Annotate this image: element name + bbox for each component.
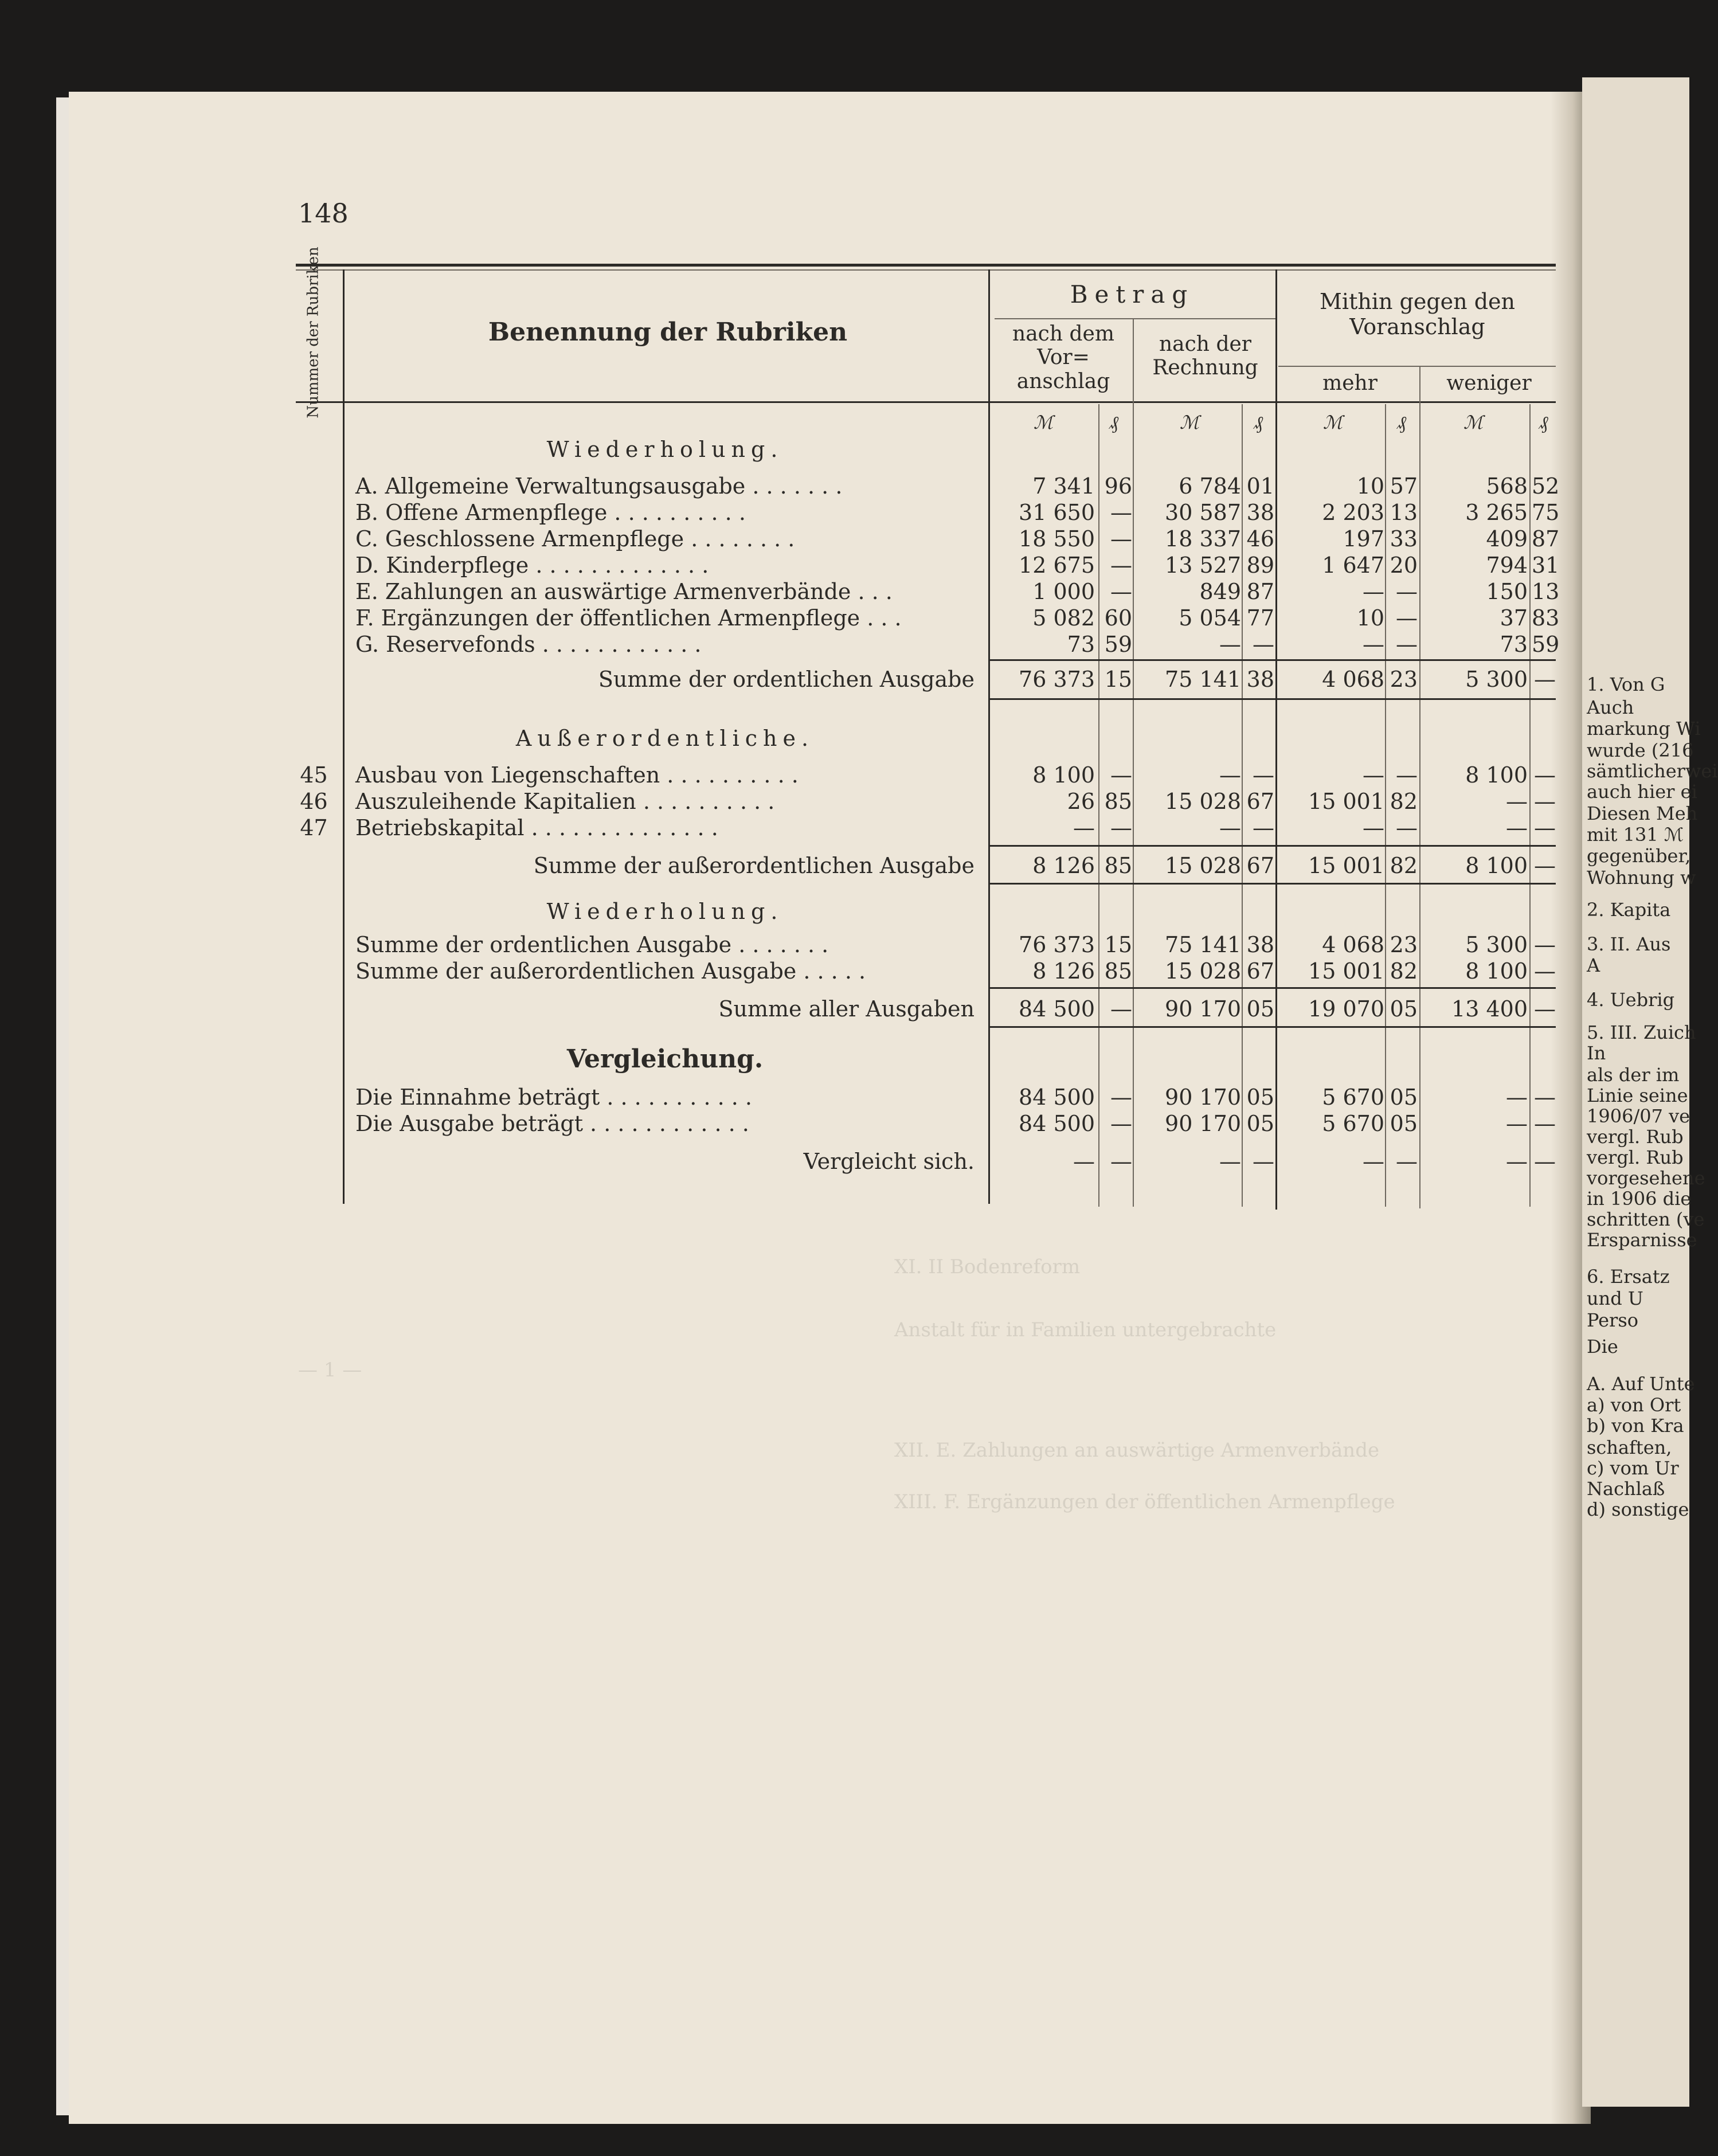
- cell-w2: 13: [1532, 579, 1560, 604]
- cell-m1: 2 203: [1322, 500, 1384, 525]
- cell-a2: 59: [1104, 632, 1132, 657]
- cell-b1: 90 170: [1165, 1085, 1241, 1110]
- cell-m1: 4 068: [1322, 932, 1384, 957]
- cell-m1: 5 670: [1322, 1085, 1384, 1110]
- cell-b1: 90 170: [1165, 996, 1241, 1022]
- table-row: [0, 762, 1556, 789]
- table-row: [0, 667, 1556, 693]
- header-mehr: mehr: [1322, 371, 1377, 395]
- cell-w2: 83: [1532, 605, 1560, 631]
- row-label: E. Zahlungen an auswärtige Armenverbände . . .: [355, 579, 893, 604]
- row-label: Betriebskapital . . . . . . . . . . . . . .: [355, 815, 718, 840]
- facing-page-line: 6. Ersatz: [1587, 1266, 1670, 1288]
- cell-m2: 05: [1390, 1111, 1418, 1136]
- cell-a2: —: [1110, 762, 1132, 788]
- cell-b2: 67: [1246, 958, 1274, 984]
- cell-a1: 76 373: [1019, 667, 1095, 692]
- cell-m2: —: [1396, 579, 1418, 604]
- cell-a1: 7 341: [1032, 474, 1095, 499]
- facing-page-line: vergl. Rub: [1587, 1147, 1684, 1168]
- cell-a1: 8 126: [1032, 853, 1095, 878]
- cell-m2: —: [1396, 1149, 1418, 1174]
- cell-b2: 38: [1246, 500, 1274, 525]
- cell-a1: 84 500: [1019, 1111, 1095, 1136]
- cell-a2: —: [1110, 815, 1132, 840]
- cell-a1: 5 082: [1032, 605, 1095, 631]
- header-number: Nummer der Rubriken: [304, 246, 322, 418]
- table-row: [0, 474, 1560, 500]
- cell-b1: 15 028: [1165, 789, 1241, 814]
- pfennig-unit: ₰: [1109, 412, 1118, 433]
- cell-w2: 75: [1532, 500, 1560, 525]
- cell-m1: —: [1363, 579, 1384, 604]
- cell-b1: 75 141: [1165, 667, 1241, 692]
- facing-page-line: in 1906 die: [1587, 1188, 1692, 1210]
- cell-w2: —: [1534, 789, 1556, 814]
- cell-m1: 15 001: [1308, 958, 1384, 984]
- cell-w1: 409: [1486, 526, 1528, 551]
- cell-a1: 8 100: [1032, 762, 1095, 788]
- cell-w2: —: [1534, 1111, 1556, 1136]
- cell-b2: 05: [1246, 1085, 1274, 1110]
- cell-m1: —: [1363, 1149, 1384, 1174]
- pfennig-unit: ₰: [1397, 412, 1406, 433]
- cell-b2: 05: [1246, 996, 1274, 1022]
- cell-b2: 87: [1246, 579, 1274, 604]
- cell-m2: 20: [1390, 553, 1418, 578]
- cell-b1: —: [1219, 1149, 1241, 1174]
- cell-a1: 8 126: [1032, 958, 1095, 984]
- cell-m1: —: [1363, 815, 1384, 840]
- table-row: [0, 553, 1560, 579]
- facing-page-line: als der im: [1587, 1064, 1680, 1086]
- pfennig-unit: ₰: [1254, 412, 1263, 433]
- cell-a2: —: [1110, 996, 1132, 1022]
- cell-a2: 15: [1104, 667, 1132, 692]
- cell-w2: 52: [1532, 474, 1560, 499]
- facing-page-line: 5. III. Zuich: [1587, 1022, 1696, 1043]
- cell-a1: —: [1073, 815, 1095, 840]
- row-label: G. Reservefonds . . . . . . . . . . . .: [355, 632, 702, 657]
- cell-m2: 05: [1390, 1085, 1418, 1110]
- cell-w2: —: [1534, 932, 1556, 957]
- mark-unit: ℳ: [1463, 412, 1484, 433]
- header-voranschlag: nach dem Vor= anschlag: [1012, 322, 1114, 393]
- facing-page-line: vergl. Rub: [1587, 1126, 1684, 1148]
- cell-b1: 15 028: [1165, 853, 1241, 878]
- cell-w2: —: [1534, 853, 1556, 878]
- cell-m1: —: [1363, 762, 1384, 788]
- cell-w1: —: [1506, 1111, 1528, 1136]
- facing-page-line: 4. Uebrig: [1587, 989, 1675, 1011]
- cell-m1: 15 001: [1308, 789, 1384, 814]
- row-label: Summe der außerordentlichen Ausgabe: [533, 853, 975, 878]
- facing-page-line: c) vom Ur: [1587, 1457, 1679, 1479]
- row-label: Summe aller Ausgaben: [718, 996, 975, 1022]
- row-label: F. Ergänzungen der öffentlichen Armenpflege . . .: [355, 605, 902, 631]
- cell-a2: —: [1110, 1111, 1132, 1136]
- cell-w1: 794: [1486, 553, 1528, 578]
- mark-unit: ℳ: [1322, 412, 1343, 433]
- cell-b1: —: [1219, 632, 1241, 657]
- facing-page-line: Wohnung w: [1587, 867, 1696, 889]
- cell-a1: 12 675: [1019, 553, 1095, 578]
- cell-w2: —: [1534, 1085, 1556, 1110]
- facing-page-line: und U: [1587, 1288, 1643, 1309]
- facing-page-line: auch hier ei: [1587, 781, 1697, 803]
- facing-page: [1582, 77, 1718, 2107]
- cell-m1: 10: [1356, 605, 1384, 631]
- facing-page-line: Diesen Meh: [1587, 803, 1698, 824]
- cell-w1: 8 100: [1465, 853, 1528, 878]
- cell-b1: 18 337: [1165, 526, 1241, 551]
- cell-b1: 75 141: [1165, 932, 1241, 957]
- cell-w1: 13 400: [1451, 996, 1528, 1022]
- section-ausserordentliche: Außerordentliche.: [515, 726, 815, 751]
- cell-w2: 59: [1532, 632, 1560, 657]
- cell-m2: 23: [1390, 932, 1418, 957]
- facing-page-line: Ersparnisse: [1587, 1229, 1697, 1251]
- cell-m2: 05: [1390, 996, 1418, 1022]
- facing-page-line: schritten (ve: [1587, 1208, 1705, 1230]
- table-row: [0, 853, 1556, 879]
- row-number: 46: [300, 789, 328, 814]
- facing-page-line: markung Wi: [1587, 718, 1701, 739]
- cell-w1: 568: [1486, 474, 1528, 499]
- cell-w1: 3 265: [1465, 500, 1528, 525]
- cell-m1: 197: [1343, 526, 1384, 551]
- cell-b2: —: [1253, 815, 1274, 840]
- cell-m1: 1 647: [1322, 553, 1384, 578]
- facing-page-line: b) von Kra: [1587, 1415, 1684, 1437]
- table-row: [0, 815, 1556, 842]
- cell-w2: 31: [1532, 553, 1560, 578]
- table-row: [0, 526, 1560, 553]
- row-label: Auszuleihende Kapitalien . . . . . . . . . .: [355, 789, 775, 814]
- table-row: [0, 500, 1560, 526]
- section-vergleichung: Vergleichung.: [566, 1044, 764, 1074]
- cell-m2: —: [1396, 762, 1418, 788]
- cell-m2: 82: [1390, 789, 1418, 814]
- cell-m2: —: [1396, 815, 1418, 840]
- cell-b2: 38: [1246, 932, 1274, 957]
- cell-b2: —: [1253, 632, 1274, 657]
- facing-page-line: Linie seine: [1587, 1085, 1688, 1106]
- cell-b1: 5 054: [1179, 605, 1241, 631]
- facing-page-line: a) von Ort: [1587, 1394, 1681, 1416]
- cell-w1: —: [1506, 1149, 1528, 1174]
- cell-b2: 05: [1246, 1111, 1274, 1136]
- facing-page-line: d) sonstige: [1587, 1498, 1689, 1520]
- facing-page-line: Auch: [1587, 697, 1634, 718]
- pfennig-unit: ₰: [1539, 412, 1548, 433]
- header-rechnung: nach der Rechnung: [1152, 332, 1258, 380]
- cell-b2: 67: [1246, 789, 1274, 814]
- cell-w2: —: [1534, 958, 1556, 984]
- facing-page-line: Perso: [1587, 1309, 1639, 1331]
- facing-page-line: schaften,: [1587, 1437, 1672, 1458]
- facing-page-line: gegenüber,: [1587, 845, 1691, 867]
- cell-m2: 33: [1390, 526, 1418, 551]
- header-name: Benennung der Rubriken: [488, 318, 848, 347]
- cell-b2: —: [1253, 762, 1274, 788]
- cell-b2: 89: [1246, 553, 1274, 578]
- cell-a1: 84 500: [1019, 1085, 1095, 1110]
- cell-m2: 82: [1390, 853, 1418, 878]
- cell-m1: 4 068: [1322, 667, 1384, 692]
- cell-a2: 85: [1104, 958, 1132, 984]
- cell-b1: 15 028: [1165, 958, 1241, 984]
- row-label: C. Geschlossene Armenpflege . . . . . . . .: [355, 526, 795, 551]
- table-row: [0, 958, 1556, 985]
- cell-b1: 90 170: [1165, 1111, 1241, 1136]
- cell-b1: 13 527: [1165, 553, 1241, 578]
- table-row: [0, 605, 1560, 632]
- facing-page-line: A. Auf Unte: [1587, 1373, 1695, 1395]
- cell-b1: 6 784: [1179, 474, 1241, 499]
- facing-page-line: Die: [1587, 1336, 1618, 1357]
- facing-page-line: vorgesehene: [1587, 1167, 1705, 1189]
- row-label: Die Ausgabe beträgt . . . . . . . . . . . .: [355, 1111, 749, 1136]
- cell-b1: —: [1219, 815, 1241, 840]
- table-row: [0, 579, 1560, 605]
- page-number: 148: [298, 198, 349, 229]
- table-row: [0, 1085, 1556, 1111]
- cell-b1: 849: [1199, 579, 1241, 604]
- facing-page-line: 3. II. Aus: [1587, 933, 1671, 955]
- cell-a2: —: [1110, 1085, 1132, 1110]
- cell-m2: 82: [1390, 958, 1418, 984]
- cell-a1: 31 650: [1019, 500, 1095, 525]
- cell-w1: 37: [1500, 605, 1528, 631]
- cell-w1: 150: [1486, 579, 1528, 604]
- cell-w1: 73: [1500, 632, 1528, 657]
- row-label: Die Einnahme beträgt . . . . . . . . . . .: [355, 1085, 752, 1110]
- cell-w2: 87: [1532, 526, 1560, 551]
- cell-m1: 19 070: [1308, 996, 1384, 1022]
- header-weniger: weniger: [1446, 371, 1532, 395]
- cell-a2: —: [1110, 526, 1132, 551]
- cell-m2: 13: [1390, 500, 1418, 525]
- cell-w1: 8 100: [1465, 958, 1528, 984]
- cell-m1: 10: [1356, 474, 1384, 499]
- cell-m1: 5 670: [1322, 1111, 1384, 1136]
- cell-m2: —: [1396, 632, 1418, 657]
- cell-w2: —: [1534, 667, 1556, 692]
- facing-page-line: 1. Von G: [1587, 674, 1665, 695]
- cell-b2: —: [1253, 1149, 1274, 1174]
- row-label: A. Allgemeine Verwaltungsausgabe . . . . . . .: [355, 474, 843, 499]
- facing-page-line: A: [1587, 954, 1600, 976]
- row-label: Summe der ordentlichen Ausgabe . . . . . . .: [355, 932, 829, 957]
- cell-a2: —: [1110, 553, 1132, 578]
- header-betrag: Betrag: [1070, 280, 1195, 308]
- cell-b2: 77: [1246, 605, 1274, 631]
- table-row: [0, 632, 1560, 658]
- cell-w1: —: [1506, 815, 1528, 840]
- facing-page-line: Nachlaß: [1587, 1478, 1665, 1500]
- cell-w2: —: [1534, 815, 1556, 840]
- cell-w2: —: [1534, 762, 1556, 788]
- cell-b2: 46: [1246, 526, 1274, 551]
- cell-w1: 5 300: [1465, 667, 1528, 692]
- cell-a1: 18 550: [1019, 526, 1095, 551]
- cell-w1: —: [1506, 789, 1528, 814]
- cell-b2: 38: [1246, 667, 1274, 692]
- mark-unit: ℳ: [1179, 412, 1200, 433]
- cell-a2: 15: [1104, 932, 1132, 957]
- facing-page-line: In: [1587, 1042, 1606, 1064]
- cell-m2: 57: [1390, 474, 1418, 499]
- table-row: [0, 1149, 1556, 1175]
- cell-m1: —: [1363, 632, 1384, 657]
- cell-a1: 84 500: [1019, 996, 1095, 1022]
- cell-b2: 01: [1246, 474, 1274, 499]
- facing-page-line: mit 131 ℳ: [1587, 824, 1684, 846]
- cell-b1: 30 587: [1165, 500, 1241, 525]
- cell-w2: —: [1534, 996, 1556, 1022]
- cell-w1: 8 100: [1465, 762, 1528, 788]
- cell-b1: —: [1219, 762, 1241, 788]
- row-label: D. Kinderpflege . . . . . . . . . . . . .: [355, 553, 709, 578]
- facing-page-line: 2. Kapita: [1587, 899, 1671, 921]
- row-label: Vergleicht sich.: [803, 1149, 975, 1174]
- cell-a2: 85: [1104, 789, 1132, 814]
- table-row: [0, 1111, 1556, 1137]
- cell-a2: —: [1110, 579, 1132, 604]
- facing-page-line: wurde (216: [1587, 739, 1694, 761]
- header-mithin: Mithin gegen den Voranschlag: [1320, 289, 1515, 339]
- cell-w2: —: [1534, 1149, 1556, 1174]
- row-label: B. Offene Armenpflege . . . . . . . . . .: [355, 500, 746, 525]
- cell-a2: 60: [1104, 605, 1132, 631]
- cell-a2: —: [1110, 1149, 1132, 1174]
- cell-m2: —: [1396, 605, 1418, 631]
- cell-w1: —: [1506, 1085, 1528, 1110]
- cell-w1: 5 300: [1465, 932, 1528, 957]
- cell-m1: 15 001: [1308, 853, 1384, 878]
- row-number: 47: [300, 815, 328, 840]
- cell-a1: 76 373: [1019, 932, 1095, 957]
- section-wiederholung: Wiederholung.: [546, 899, 784, 924]
- table-row: [0, 789, 1556, 815]
- row-label: Summe der ordentlichen Ausgabe: [598, 667, 975, 692]
- cell-b2: 67: [1246, 853, 1274, 878]
- section-wiederholung: Wiederholung.: [546, 437, 784, 462]
- row-number: 45: [300, 762, 328, 788]
- table-row: [0, 996, 1556, 1023]
- cell-a2: 96: [1104, 474, 1132, 499]
- table-row: [0, 932, 1556, 958]
- cell-a1: 26: [1067, 789, 1095, 814]
- facing-page-line: sämtlicherwei: [1587, 760, 1718, 782]
- cell-a1: 1 000: [1032, 579, 1095, 604]
- cell-a1: 73: [1067, 632, 1095, 657]
- cell-a2: 85: [1104, 853, 1132, 878]
- cell-m2: 23: [1390, 667, 1418, 692]
- row-label: Ausbau von Liegenschaften . . . . . . . . . .: [355, 762, 799, 788]
- mark-unit: ℳ: [1033, 412, 1054, 433]
- row-label: Summe der außerordentlichen Ausgabe . . . . .: [355, 958, 866, 984]
- facing-page-line: 1906/07 ve: [1587, 1105, 1690, 1127]
- cell-a2: —: [1110, 500, 1132, 525]
- cell-a1: —: [1073, 1149, 1095, 1174]
